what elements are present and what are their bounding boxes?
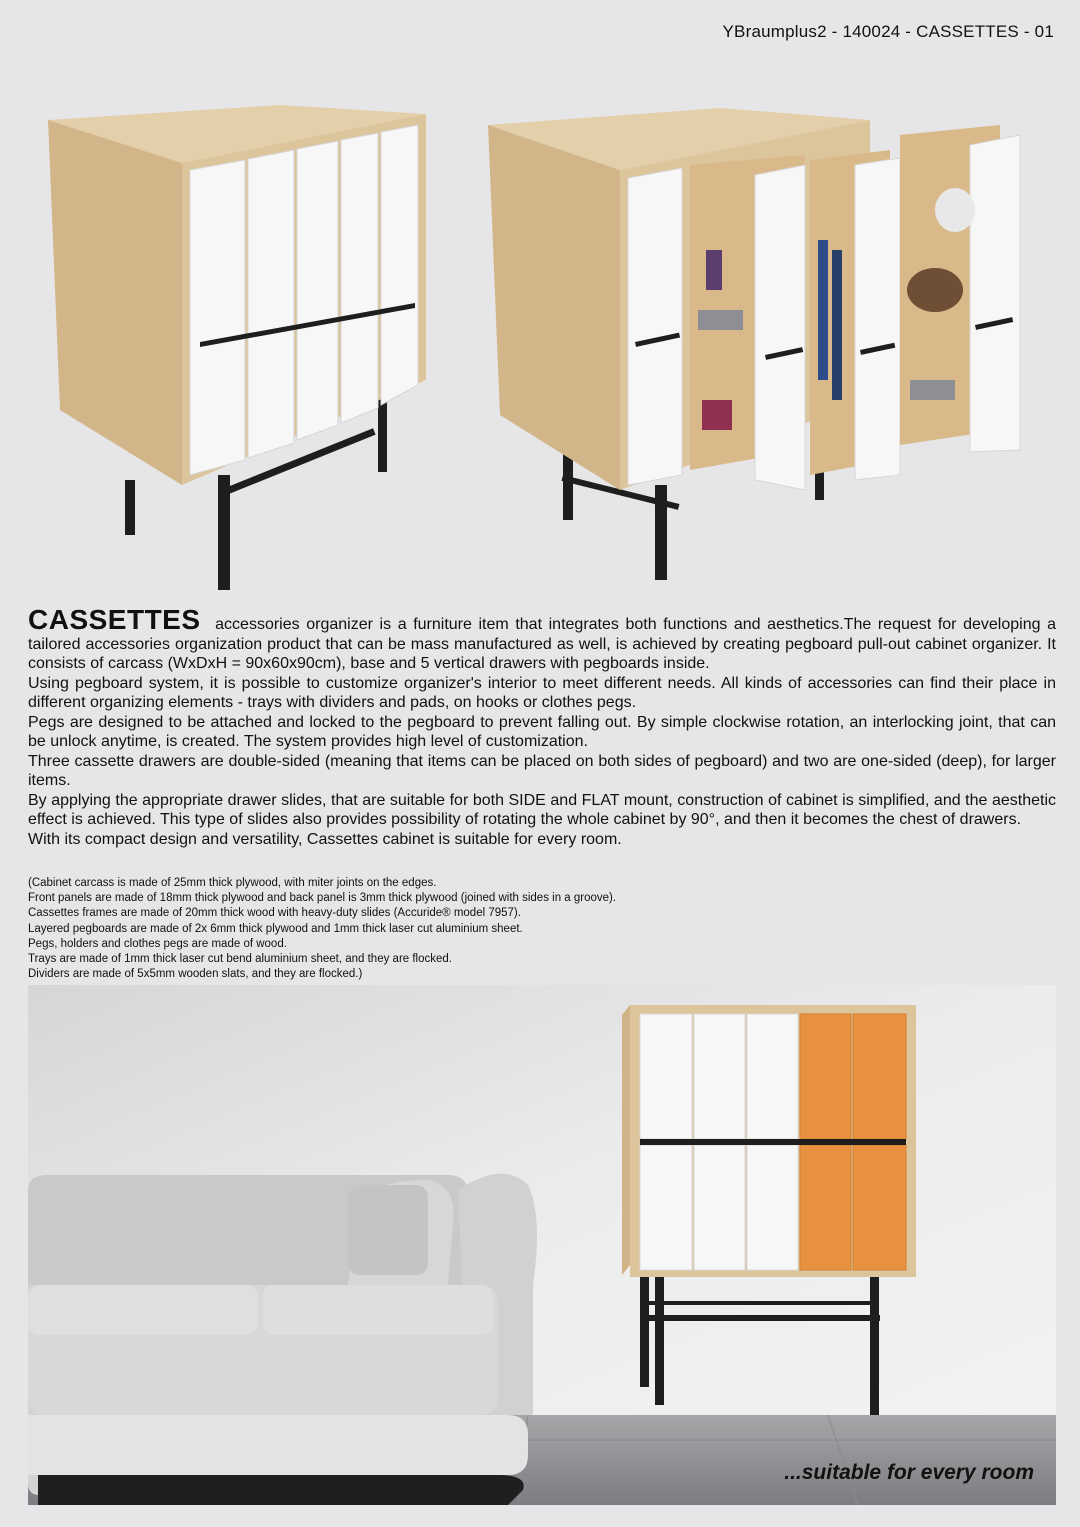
- sofa: [28, 1174, 537, 1505]
- pulled-drawer-2: [810, 150, 900, 480]
- description-paragraph: By applying the appropriate drawer slides, that are suitable for both SIDE and FLAT mount, construction of cabinet is simplified, and the aesthetic effect is achieved. This type of slides also provides possibility of rotating the whole cabinet by 90°, and then it becomes the chest of drawers.: [28, 791, 1056, 828]
- room-scene-render: [28, 985, 1056, 1505]
- description-paragraph: Using pegboard system, it is possible to customize organizer's interior to meet different needs. All kinds of accessories can find their place in different organizing elements - trays with dividers and pads, on hooks or clothes pegs.: [28, 674, 1056, 711]
- open-cabinet-render: [470, 80, 1070, 610]
- wall-cabinet-handle: [640, 1139, 906, 1145]
- pulled-drawer-3: [900, 125, 1020, 452]
- spec-line: Front panels are made of 18mm thick plywood and back panel is 3mm thick plywood (joined with sides in a groove).: [28, 892, 617, 905]
- spec-line: Pegs, holders and clothes pegs are made of wood.: [28, 937, 287, 950]
- spec-line: Trays are made of 1mm thick laser cut bend aluminium sheet, and they are flocked.: [28, 953, 452, 966]
- spec-line: Dividers are made of 5x5mm wooden slats, and they are flocked.): [28, 968, 363, 981]
- product-description: [28, 604, 1056, 849]
- pulled-drawer-1: [690, 155, 805, 490]
- product-name: CASSETTES: [28, 604, 201, 635]
- description-paragraph: accessories organizer is a furniture item that integrates both functions and aesthetics.The request for developing a tailored accessories organization product that can be mass manufactured as well, is achieved by creating pegboard pull-out cabinet organizer. It consists of carcass (WxDxH = 90x60x90cm), base and 5 vertical drawers with pegboards inside.: [28, 616, 1056, 672]
- cabinet-side: [48, 120, 182, 485]
- description-paragraph: Three cassette drawers are double-sided (meaning that items can be placed on both sides of pegboard) and two are one-sided (deep), for larger items.: [28, 752, 1056, 789]
- description-paragraph: With its compact design and versatility, Cassettes cabinet is suitable for every room.: [28, 830, 622, 848]
- spec-line: Layered pegboards are made of 2x 6mm thick plywood and 1mm thick laser cut aluminium sheet.: [28, 922, 523, 935]
- material-specs: [28, 876, 828, 982]
- spec-line: Cassettes frames are made of 20mm thick wood with heavy-duty slides (Accuride® model 7957).: [28, 907, 521, 920]
- spec-line: (Cabinet carcass is made of 25mm thick plywood, with miter joints on the edges.: [28, 877, 437, 889]
- document-code: YBraumplus2 - 140024 - CASSETTES - 01: [722, 22, 1054, 41]
- description-paragraph: Pegs are designed to be attached and locked to the pegboard to prevent falling out. By simple clockwise rotation, an interlocking joint, that can be unlock anytime, is created. The system provides high level of customization.: [28, 713, 1056, 750]
- room-tagline: ...suitable for every room: [784, 1461, 1034, 1484]
- closed-cabinet-render: [30, 80, 470, 610]
